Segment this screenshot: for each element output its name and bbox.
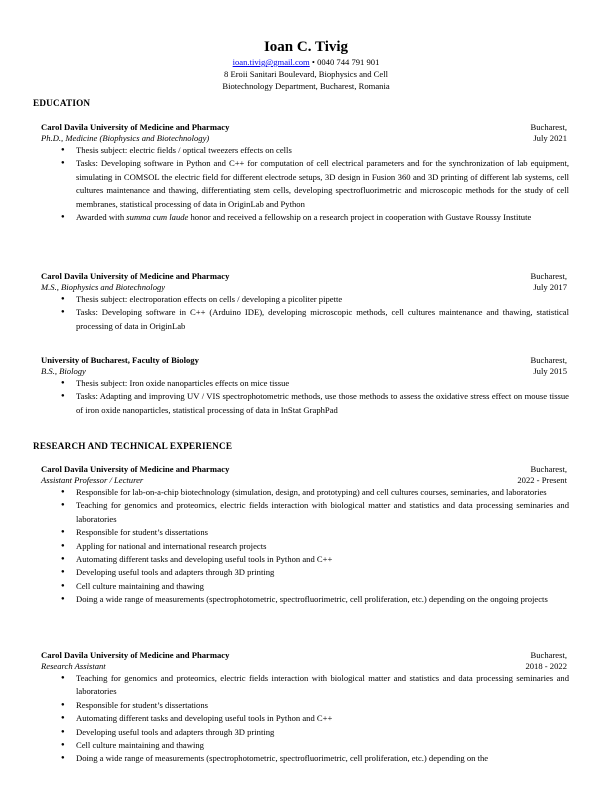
entry-location: Bucharest, xyxy=(530,271,567,281)
resume-header xyxy=(0,38,612,92)
list-item: ● Teaching for genomics and proteomics, electric fields interaction with biological matter and statistics and data processing seminaries and laboratories xyxy=(41,672,569,699)
experience-entry xyxy=(41,464,569,607)
email-link[interactable]: ioan.tivig@gmail.com xyxy=(232,57,310,67)
list-item: ● Responsible for student’s dissertations xyxy=(41,526,569,539)
entry-date: 2018 - 2022 xyxy=(525,661,567,671)
entry-bullets xyxy=(41,486,569,607)
entry-bullets xyxy=(41,293,569,333)
list-item: ● Responsible for lab-on-a-chip biotechnology (simulation, design, and prototyping) and cell cultures courses, seminaries, and laboratories xyxy=(41,486,569,499)
address-line-1: 8 Eroii Sanitari Boulevard, Biophysics and Cell xyxy=(224,69,388,79)
institution-name: University of Bucharest, Faculty of Biology xyxy=(41,355,199,365)
section-title-experience: RESEARCH AND TECHNICAL EXPERIENCE xyxy=(33,441,233,451)
honor-phrase: summa cum laude xyxy=(126,212,189,223)
list-item: ● Teaching for genomics and proteomics, electric fields interaction with biological matter and statistics and data processing seminaries and laboratories xyxy=(41,499,569,526)
entry-location: Bucharest, xyxy=(530,650,567,660)
entry-location-date xyxy=(530,122,567,144)
list-item-text: Awarded with summa cum laude honor and received a fellowship on a research project in cooperation with Gustave Roussy Institute xyxy=(76,212,532,223)
education-entry xyxy=(41,271,569,333)
list-item: ● Tasks: Adapting and improving UV / VIS spectrophotometric methods, use those methods to assess the oxidative stress effect on mouse tissue of iron oxide nanoparticles, statistical processing of data in InStat GraphPad xyxy=(41,390,569,417)
education-entry xyxy=(41,355,569,417)
entry-bullets xyxy=(41,144,569,224)
entry-location-date xyxy=(530,355,567,377)
entry-bullets xyxy=(41,377,569,417)
contact-line xyxy=(0,56,612,68)
section-title-education: EDUCATION xyxy=(33,98,91,108)
list-item: ● Cell culture maintaining and thawing xyxy=(41,739,569,752)
contact-separator: • xyxy=(309,57,318,67)
phone-number: 0040 744 791 901 xyxy=(317,57,380,67)
list-item: ● Automating different tasks and developing useful tools in Python and C++ xyxy=(41,553,569,566)
entry-location: Bucharest, xyxy=(530,355,567,365)
list-item: ● Thesis subject: electric fields / optical tweezers effects on cells xyxy=(41,144,569,157)
degree-title: M.S., Biophysics and Biotechnology xyxy=(41,282,166,292)
list-item: ● Automating different tasks and developing useful tools in Python and C++ xyxy=(41,712,569,725)
entry-location-date xyxy=(530,271,567,293)
list-item: ● Thesis subject: electroporation effects on cells / developing a picoliter pipette xyxy=(41,293,569,306)
list-item: ● Cell culture maintaining and thawing xyxy=(41,580,569,593)
address-line-2: Biotechnology Department, Bucharest, Romania xyxy=(222,81,390,91)
list-item: ● Appling for national and international research projects xyxy=(41,540,569,553)
list-item: ● Doing a wide range of measurements (spectrophotometric, spectrofluorimetric, cell proliferation, etc.) depending on the xyxy=(41,752,569,765)
list-item: ● Developing useful tools and adapters through 3D printing xyxy=(41,726,569,739)
entry-date: July 2017 xyxy=(533,282,567,292)
entry-location: Bucharest, xyxy=(530,464,567,474)
entry-location: Bucharest, xyxy=(530,122,567,132)
degree-title: Ph.D., Medicine (Biophysics and Biotechnology) xyxy=(41,133,210,143)
job-title: Assistant Professor / Lecturer xyxy=(41,475,144,485)
person-name: Ioan C. Tivig xyxy=(263,39,349,55)
institution-name: Carol Davila University of Medicine and Pharmacy xyxy=(41,464,230,474)
entry-location-date xyxy=(525,650,567,672)
degree-title: B.S., Biology xyxy=(41,366,86,376)
list-item: ● Tasks: Developing software in C++ (Arduino IDE), developing microscopic methods, cell cultures maintenance and thawing, statistical processing of data in OriginLab xyxy=(41,306,569,333)
entry-location-date xyxy=(517,464,567,486)
list-item: ● Thesis subject: Iron oxide nanoparticles effects on mice tissue xyxy=(41,377,569,390)
entry-date: 2022 - Present xyxy=(517,475,567,485)
experience-entry xyxy=(41,650,569,766)
entry-date: July 2015 xyxy=(533,366,567,376)
job-title: Research Assistant xyxy=(41,661,106,671)
institution-name: Carol Davila University of Medicine and Pharmacy xyxy=(41,650,230,660)
list-item: ● Developing useful tools and adapters through 3D printing xyxy=(41,566,569,579)
entry-bullets xyxy=(41,672,569,766)
entry-date: July 2021 xyxy=(533,133,567,143)
list-item: ● Tasks: Developing software in Python and C++ for computation of cell electrical parameters and for the synchronization of lab equipment, simulating in COMSOL the electric field for different electrode setups, 3D design in Fusion 360 and 3D printing of different lab systems, cell cultures maintenance and thawing, differentiating stem cells, developing spectrofluorimetric and microscopic methods for the study of cell membranes, statistical processing of data in OriginLab and Python xyxy=(41,157,569,211)
list-item: ● Doing a wide range of measurements (spectrophotometric, spectrofluorimetric, cell proliferation, etc.) depending on the ongoing projects xyxy=(41,593,569,606)
institution-name: Carol Davila University of Medicine and Pharmacy xyxy=(41,122,230,132)
list-item xyxy=(41,211,569,224)
education-entry xyxy=(41,122,569,224)
institution-name: Carol Davila University of Medicine and Pharmacy xyxy=(41,271,230,281)
list-item: ● Responsible for student’s dissertations xyxy=(41,699,569,712)
